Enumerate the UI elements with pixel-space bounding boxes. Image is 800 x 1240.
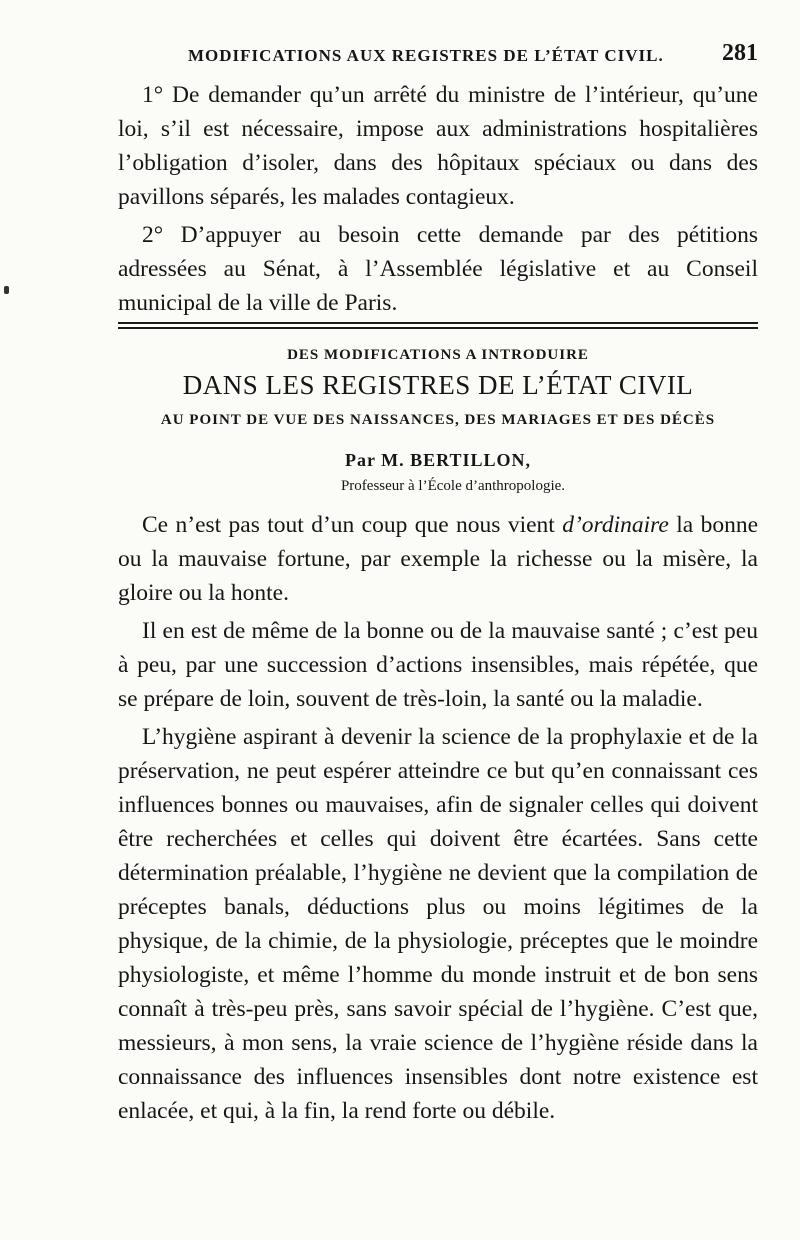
author-line: Par M. BERTILLON, — [344, 450, 532, 470]
running-head-title: MODIFICATIONS AUX REGISTRES DE L’ÉTAT CIVIL. — [188, 46, 664, 65]
page-number: 281 — [722, 40, 758, 66]
intro-paragraph-2: 2° D’appuyer au besoin cette demande par des pétitions adressées au Sénat, à l’Assemblée législative et au Conseil municipal de la ville de Paris. — [118, 222, 758, 316]
article-paragraph-3: L’hygiène aspirant à devenir la science de la prophylaxie et de la préservation, ne peut espérer atteindre ce but qu’en connaissant ces influences bonnes ou mauvaises, afin de signaler celles qui doivent être recherchées et celles qui doivent être écartées. Sans cette détermination préalable, l’hygiène ne devient que la compilation de préceptes banals, déductions plus ou moins légitimes de la physique, de la chimie, de la physiologie, préceptes que le moindre physiologiste, et même l’homme du monde instruit et de bon sens connaît à très-peu près, sans savoir spécial de l’hygiène. C’est que, messieurs, à mon sens, la vraie science de l’hygiène réside dans la connaissance des influences insensibles dont notre existence est enlacée, et qui, à la fin, la rend forte ou débile. — [118, 724, 758, 1124]
double-rule-divider — [118, 322, 758, 332]
section-title: DANS LES REGISTRES DE L’ÉTAT CIVIL — [182, 370, 694, 400]
section-subtitle: AU POINT DE VUE DES NAISSANCES, DES MARIAGES ET DES DÉCÈS — [160, 412, 716, 428]
section-pre-title: DES MODIFICATIONS A INTRODUIRE — [287, 347, 589, 363]
emphasis-text: d’ordinaire — [562, 512, 669, 538]
intro-paragraphs — [118, 78, 758, 320]
intro-paragraph-1: 1° De demander qu’un arrêté du ministre de l’intérieur, qu’une loi, s’il est nécessaire, impose aux administrations hospitalières l’obligation d’isoler, dans des hôpitaux spéciaux ou dans des pavillons séparés, les malades contagieux. — [118, 82, 758, 210]
article-body — [118, 508, 758, 1128]
article-paragraph-2: Il en est de même de la bonne ou de la mauvaise santé ; c’est peu à peu, par une succession d’actions insensibles, mais répétée, que se prépare de loin, souvent de très-loin, la santé ou la maladie. — [118, 618, 758, 712]
margin-mark — [4, 286, 9, 294]
author-affiliation: Professeur à l’École d’anthropologie. — [340, 478, 566, 494]
article-paragraph-1: Ce n’est pas tout d’un coup que nous vient d’ordinaire la bonne ou la mauvaise fortune, par exemple la richesse ou la misère, la gloire ou la honte. — [118, 512, 759, 606]
running-head — [118, 40, 758, 74]
